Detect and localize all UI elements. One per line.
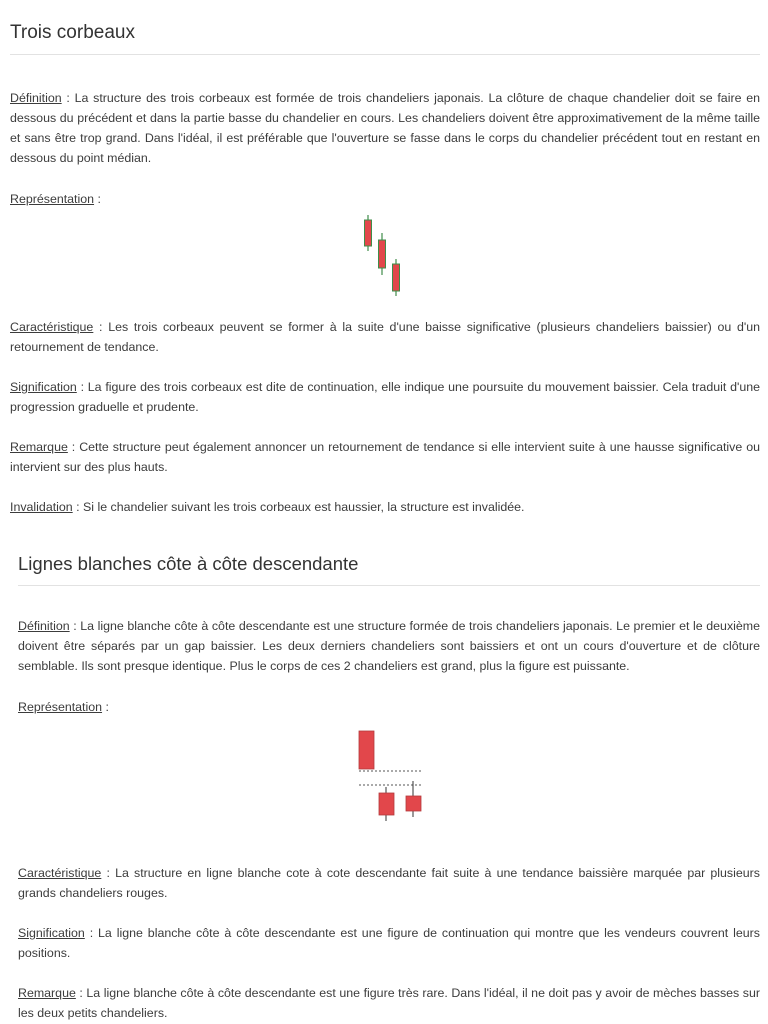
representation-label: Représentation : [10,192,101,206]
remarque-paragraph: Remarque : La ligne blanche côte à côte descendante est une figure très rare. Dans l'idéal, il ne doit pas y avoir de mèches basses sur les deux petits chandeliers. [18,986,760,1020]
caracteristique-paragraph: Caractéristique : Les trois corbeaux peuvent se former à la suite d'une baisse significative (plusieurs chandeliers baissier) ou d'un retournement de tendance. [10,320,760,354]
three-crows-figure [0,209,768,313]
candle-3 [393,259,400,296]
signification-paragraph: Signification : La ligne blanche côte à côte descendante est une figure de continuation qui montre que les vendeurs couvrent leurs positions. [18,926,760,960]
caracteristique-paragraph: Caractéristique : La structure en ligne blanche cote à cote descendante fait suite à une tendance baissière marquée par plusieurs grands chandeliers rouges. [18,866,760,900]
invalidation-term: Invalidation [10,500,73,514]
candle-2 [379,233,386,275]
signification-term: Signification [10,380,77,394]
representation-label: Représentation : [18,700,109,714]
side-by-side-candles-svg [0,717,768,855]
signification-term: Signification [18,926,85,940]
candle-1 [365,215,372,251]
definition-term: Définition [10,91,62,105]
candle-1-large [359,731,374,769]
remarque-term: Remarque [10,440,68,454]
three-crows-candles-svg [0,209,768,313]
section-title: Trois corbeaux [10,22,760,55]
remarque-term: Remarque [18,986,76,1000]
caracteristique-term: Caractéristique [18,866,102,880]
definition-term: Définition [18,619,70,633]
definition-text: : La structure des trois corbeaux est formée de trois chandeliers japonais. La clôture de chaque chandelier doit se faire en dessous du précédent et dans la partie basse du chandelier en cours. Les chandeliers doivent être approximativement de la même taille et sans être trop grand. Dans l'idéal, il est préférable que l'ouverture se fasse dans le corps du chandelier précédent tout en restant en dessous du point médian. [10,91,760,165]
representation-term: Représentation [10,192,95,206]
representation-term: Représentation [18,700,103,714]
section-title: Lignes blanches côte à côte descendante [18,553,760,586]
side-by-side-figure [0,717,768,855]
signification-paragraph: Signification : La figure des trois corbeaux est dite de continuation, elle indique une poursuite du mouvement baissier. Cela traduit d'une progression graduelle et prudente. [10,380,760,414]
section-lignes-blanches [0,553,768,1023]
candle-3-small [406,781,421,817]
candle-2-small [379,787,394,821]
remarque-paragraph: Remarque : Cette structure peut également annoncer un retournement de tendance si elle intervient suite à une hausse significative ou intervient sur des plus hauts. [10,440,760,474]
caracteristique-term: Caractéristique [10,320,94,334]
definition-paragraph [10,88,760,168]
definition-paragraph: Définition : La ligne blanche côte à côte descendante est une structure formée de trois chandeliers japonais. Le premier et le deuxième doivent être séparés par un gap baissier. Les deux derniers chandeliers sont baissiers et ont un cours d'ouverture et de clôture semblable. Ils sont presque identique. Plus le corps de ces 2 chandeliers est grand, plus la figure est puissante. [18,619,760,673]
section-trois-corbeaux [0,22,768,517]
invalidation-paragraph: Invalidation : Si le chandelier suivant les trois corbeaux est haussier, la structure est invalidée. [10,500,525,514]
